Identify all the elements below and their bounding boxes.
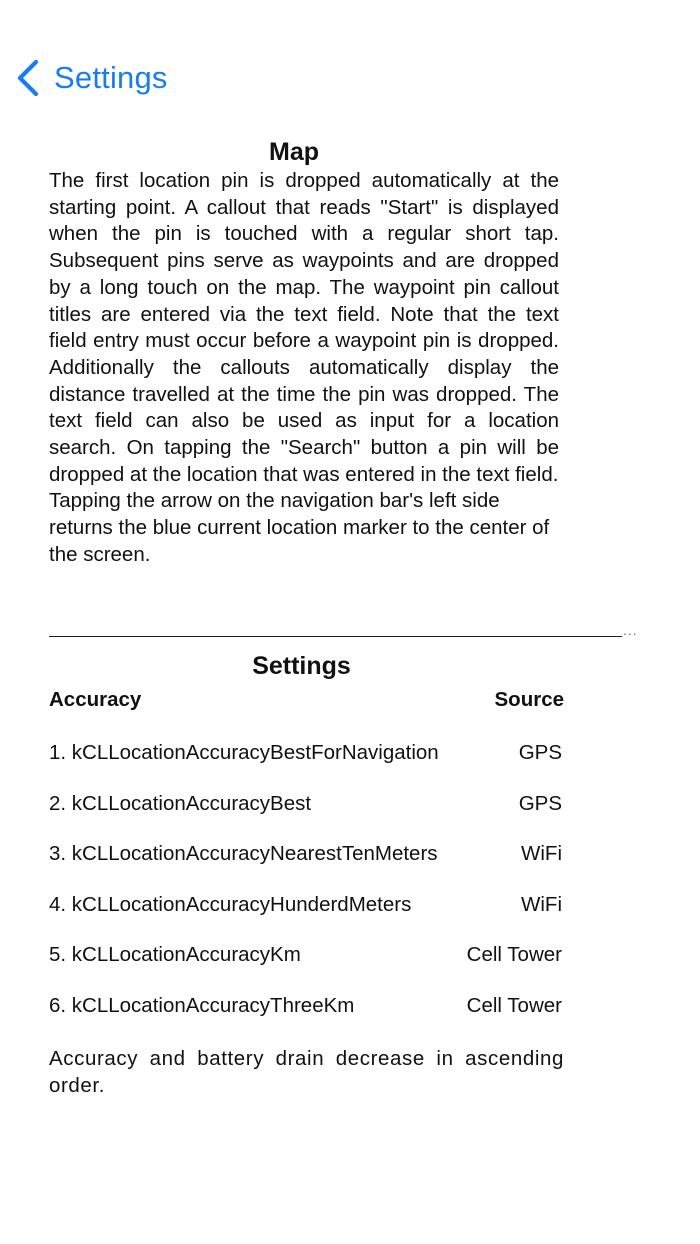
source-column-header: Source [494,688,564,711]
accuracy-value: 6. kCLLocationAccuracyThreeKm [49,993,355,1017]
table-row [49,741,564,792]
map-help-section [49,136,559,569]
source-value: GPS [518,741,562,764]
accuracy-column-header: Accuracy [49,688,142,711]
accuracy-value: 1. kCLLocationAccuracyBestForNavigation [49,741,439,764]
accuracy-list [49,741,564,1044]
table-row [49,893,564,944]
table-row [49,842,564,893]
table-row [49,943,564,994]
back-button[interactable] [14,56,168,100]
settings-help-section [49,650,564,1099]
source-value: GPS [518,791,562,815]
source-value: Cell Tower [466,993,562,1017]
accuracy-footnote: Accuracy and battery drain decrease in ascending order. [49,1047,564,1097]
divider-ellipsis: ... [623,622,638,638]
accuracy-value: 5. kCLLocationAccuracyKm [49,943,301,966]
source-value: WiFi [521,892,562,916]
settings-section-title: Settings [252,652,351,680]
accuracy-table-header [49,688,564,718]
navigation-bar [0,50,700,110]
source-value: Cell Tower [466,943,562,966]
table-row [49,994,564,1045]
map-help-paragraph-arrow: Tapping the arrow on the navigation bar's left side returns the blue current location marker to the center of the screen. [49,489,550,566]
section-divider [49,636,622,637]
back-button-label: Settings [54,60,168,95]
accuracy-value: 2. kCLLocationAccuracyBest [49,791,312,815]
map-section-title: Map [269,138,319,166]
accuracy-value: 3. kCLLocationAccuracyNearestTenMeters [49,842,438,865]
chevron-left-icon [14,58,42,98]
table-row [49,792,564,843]
map-help-paragraph: The first location pin is dropped automatically at the starting point. A callout that reads "Start" is displayed when the pin is touched with a regular short tap. Subsequent pins serve as waypoints and are dropped by a long touch on the map. The waypoint pin callout titles are entered via the text field. Note that the text field entry must occur before a waypoint pin is dropped. Additionally the callouts automatically display the distance travelled at the time the pin was dropped. The text field can also be used as input for a location search. On tapping the "Search" button a pin will be dropped at the location that was entered in the text field. [49,169,559,486]
source-value: WiFi [521,842,562,865]
accuracy-value: 4. kCLLocationAccuracyHunderdMeters [49,892,412,916]
